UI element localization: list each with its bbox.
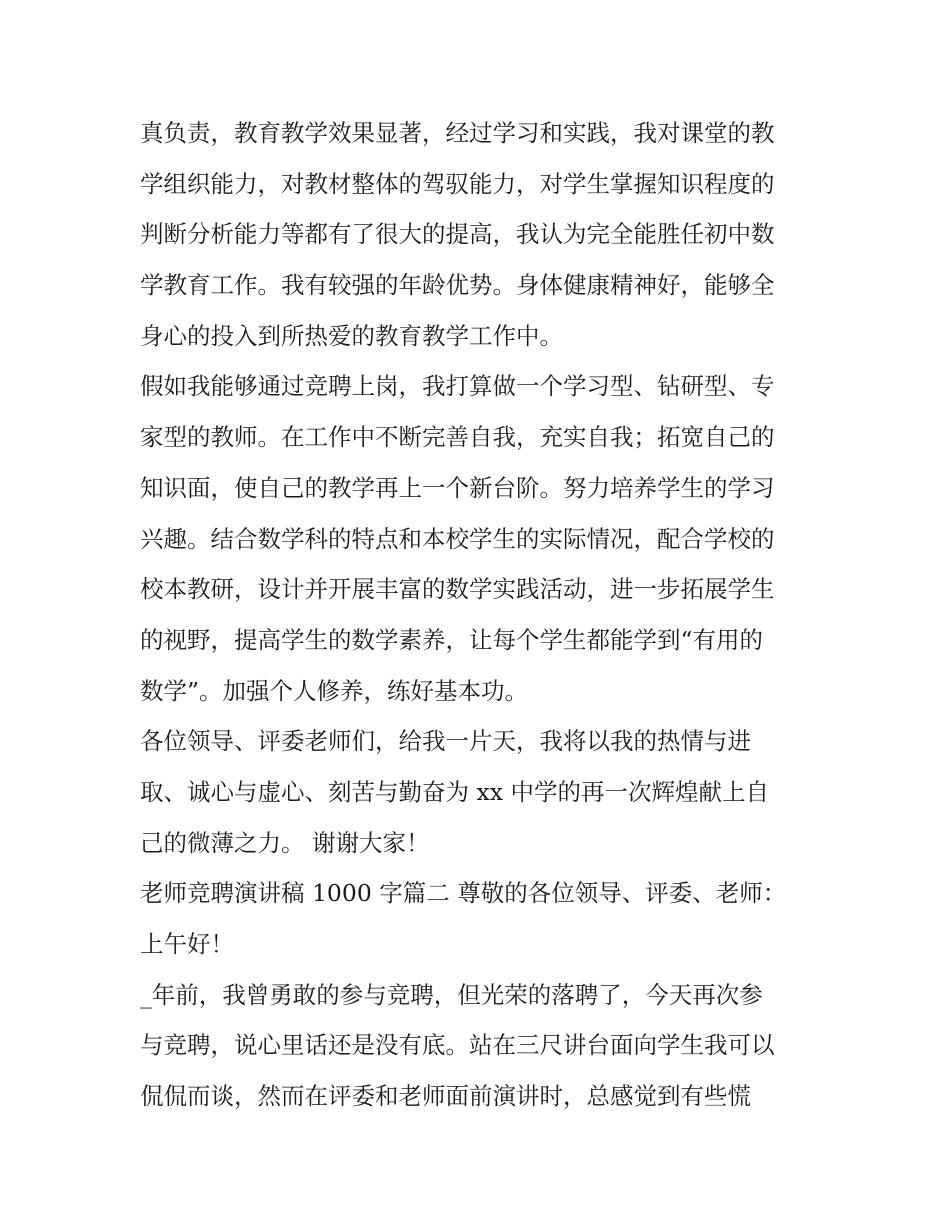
section-heading-line: 老师竞聘演讲稿 1000 字篇二 尊敬的各位领导、评委、老师：: [140, 879, 787, 908]
text-line: 各位领导、评委老师们，给我一片天，我将以我的热情与进: [140, 727, 751, 756]
text-line: 侃侃而谈，然而在评委和老师面前演讲时，总感觉到有些慌: [140, 1082, 751, 1111]
text-line: 学组织能力，对教材整体的驾驭能力，对学生掌握知识程度的: [140, 169, 775, 198]
text-line: 数学”。加强个人修养，练好基本功。: [140, 676, 529, 705]
text-line: 家型的教师。在工作中不断完善自我，充实自我；拓宽自己的: [140, 423, 775, 452]
text-line: 假如我能够通过竞聘上岗，我打算做一个学习型、钻研型、专: [140, 372, 775, 401]
text-line: 兴趣。结合数学科的特点和本校学生的实际情况，配合学校的: [140, 524, 775, 553]
text-line: 上午好！: [140, 930, 234, 958]
text-line: 己的微薄之力。 谢谢大家！: [140, 828, 430, 857]
text-line: 与竞聘，说心里话还是没有底。站在三尺讲台面向学生我可以: [140, 1031, 775, 1060]
document-body: [140, 108, 812, 1122]
text-line: 校本教研，设计并开展丰富的数学实践活动，进一步拓展学生: [140, 575, 775, 604]
text-line: 取、诚心与虚心、刻苦与勤奋为 xx 中学的再一次辉煌献上自: [140, 777, 769, 806]
text-line: 身心的投入到所热爱的教育教学工作中。: [140, 321, 563, 350]
text-line: 学教育工作。我有较强的年龄优势。身体健康精神好，能够全: [140, 271, 775, 300]
text-line: 知识面，使自己的教学再上一个新台阶。努力培养学生的学习: [140, 473, 775, 502]
text-line: 真负责，教育教学效果显著，经过学习和实践，我对课堂的教: [140, 119, 775, 147]
text-line: 判断分析能力等都有了很大的提高，我认为完全能胜任初中数: [140, 220, 775, 249]
text-line: 的视野，提高学生的数学素养，让每个学生都能学到“有用的: [140, 625, 764, 654]
text-line: _年前，我曾勇敢的参与竞聘，但光荣的落聘了，今天再次参: [140, 980, 763, 1009]
